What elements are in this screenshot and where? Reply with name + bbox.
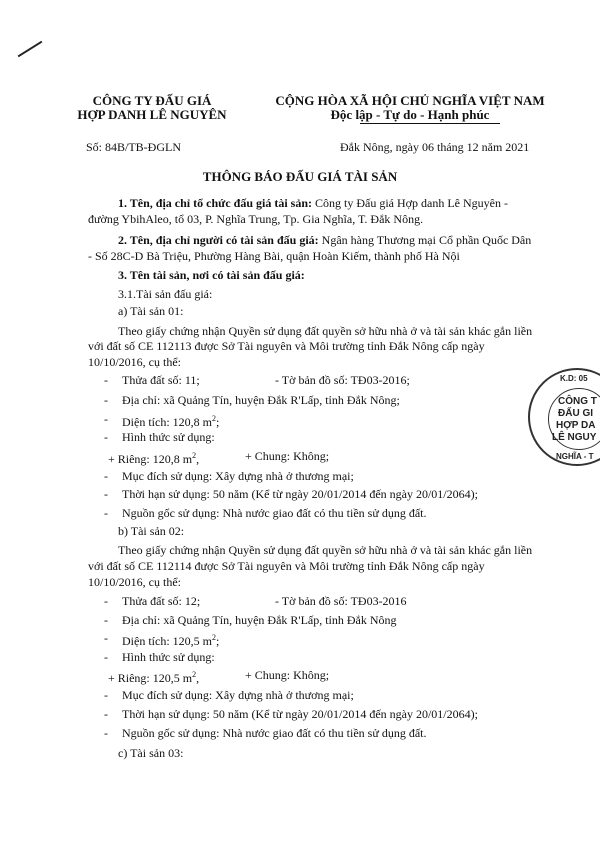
asset-a-shared: + Chung: Không;: [245, 449, 330, 463]
bullet-dash: -: [104, 412, 108, 426]
bullet-dash: -: [104, 688, 108, 702]
bullet-dash: -: [104, 487, 108, 501]
section-2-line2: - Số 28C-D Bà Triệu, Phường Hàng Bài, quận Hoàn Kiếm, thành phố Hà Nội: [88, 249, 460, 263]
company-seal: [528, 368, 600, 466]
asset-b-private: + Riêng: 120,5 $m^2$,: [108, 670, 200, 685]
seal-ring-top: K.D: 05: [560, 374, 588, 383]
bullet-dash: -: [104, 594, 108, 608]
asset-a-desc2: với đất số CE 112113 được Sở Tài nguyên và Môi trường tỉnh Đắk Nông cấp ngày: [88, 339, 485, 353]
section-3-1-label: 3.1.Tài sản đấu giá:: [118, 287, 213, 301]
bullet-dash: -: [104, 430, 108, 444]
bullet-dash: -: [104, 393, 108, 407]
asset-a-desc1: Theo giấy chứng nhận Quyền sử dụng đất quyền sở hữu nhà ở và tài sản khác gắn liền: [118, 324, 533, 338]
bullet-dash: -: [104, 469, 108, 483]
asset-a-map: - Tờ bản đồ số: TĐ03-2016;: [275, 373, 410, 387]
section-3-label: 3. Tên tài sản, nơi có tài sản đấu giá:: [118, 268, 305, 282]
asset-a-address: Địa chỉ: xã Quảng Tín, huyện Đắk R'Lấp, tỉnh Đắk Nông;: [122, 393, 400, 407]
bullet-dash: -: [104, 613, 108, 627]
asset-b-term: Thời hạn sử dụng: 50 năm (Kể từ ngày 20/01/2014 đến ngày 20/01/2064);: [122, 707, 478, 721]
section-1-line1: 1. Tên, địa chỉ tổ chức đấu giá tài sản: Công ty Đấu giá Hợp danh Lê Nguyên -: [118, 196, 508, 210]
document-title: THÔNG BÁO ĐẤU GIÁ TÀI SẢN: [202, 169, 398, 184]
asset-b-address: Địa chỉ: xã Quảng Tín, huyện Đắk R'Lấp, tỉnh Đắk Nông: [122, 613, 397, 627]
seal-line3: HỢP DA: [556, 420, 596, 431]
asset-a-area: Diện tích: 120,8 $m^2$;: [122, 414, 220, 429]
asset-b-shared: + Chung: Không;: [245, 668, 330, 682]
seal-line1: CÔNG T: [558, 396, 597, 407]
asset-b-map: - Tờ bản đồ số: TĐ03-2016: [275, 594, 407, 608]
bullet-dash: -: [104, 726, 108, 740]
asset-b-desc3: 10/10/2016, cụ thể:: [88, 575, 181, 589]
asset-a-purpose: Mục đích sử dụng: Xây dựng nhà ở thương mại;: [122, 469, 354, 483]
section-1-line2: đường YbihAleo, tổ 03, P. Nghĩa Trung, Tp. Gia Nghĩa, T. Đắk Nông.: [88, 212, 424, 226]
seal-line2: ĐẤU GI: [558, 408, 593, 419]
asset-b-parcel: Thửa đất số: 12;: [122, 594, 201, 608]
asset-b-desc1: Theo giấy chứng nhận Quyền sử dụng đất quyền sở hữu nhà ở và tài sản khác gắn liền: [118, 543, 533, 557]
asset-b-area: Diện tích: 120,5 $m^2$;: [122, 633, 220, 648]
org-name-line1: CÔNG TY ĐẤU GIÁ: [92, 93, 212, 108]
asset-c-heading: c) Tài sản 03:: [118, 746, 184, 760]
asset-a-usage-form: Hình thức sử dụng:: [122, 430, 215, 444]
bullet-dash: -: [104, 707, 108, 721]
asset-a-heading: a) Tài sản 01:: [118, 304, 184, 318]
asset-a-private: + Riêng: 120,8 $m^2$,: [108, 451, 200, 466]
asset-a-origin: Nguồn gốc sử dụng: Nhà nước giao đất có thu tiền sử dụng đất.: [122, 506, 427, 520]
pen-mark: [18, 41, 43, 58]
asset-b-desc2: với đất số CE 112114 được Sở Tài nguyên và Môi trường tỉnh Đắk Nông cấp ngày: [88, 559, 485, 573]
asset-a-desc3: 10/10/2016, cụ thể:: [88, 355, 181, 369]
motto-underline: [360, 123, 500, 124]
asset-b-purpose: Mục đích sử dụng: Xây dựng nhà ở thương mại;: [122, 688, 354, 702]
bullet-dash: -: [104, 650, 108, 664]
bullet-dash: -: [104, 506, 108, 520]
seal-line4: LÊ NGUY: [552, 432, 597, 443]
seal-ring-bottom: NGHĨA - T: [556, 452, 594, 461]
section-2-line1: 2. Tên, địa chỉ người có tài sản đấu giá: Ngân hàng Thương mại Cổ phần Quốc Dân: [118, 233, 532, 247]
nation-title: CỘNG HÒA XÃ HỘI CHỦ NGHĨA VIỆT NAM: [275, 93, 545, 108]
asset-b-origin: Nguồn gốc sử dụng: Nhà nước giao đất có thu tiền sử dụng đất.: [122, 726, 427, 740]
nation-motto: Độc lập - Tự do - Hạnh phúc: [330, 107, 490, 122]
asset-a-parcel: Thửa đất số: 11;: [122, 373, 200, 387]
asset-a-term: Thời hạn sử dụng: 50 năm (Kể từ ngày 20/01/2014 đến ngày 20/01/2064);: [122, 487, 478, 501]
asset-b-heading: b) Tài sản 02:: [118, 524, 185, 538]
bullet-dash: -: [104, 631, 108, 645]
document-number: Số: 84B/TB-ĐGLN: [86, 140, 182, 154]
document-date: Đắk Nông, ngày 06 tháng 12 năm 2021: [340, 140, 530, 154]
asset-b-usage-form: Hình thức sử dụng:: [122, 650, 215, 664]
bullet-dash: -: [104, 373, 108, 387]
org-name-line2: HỢP DANH LÊ NGUYÊN: [77, 107, 227, 122]
